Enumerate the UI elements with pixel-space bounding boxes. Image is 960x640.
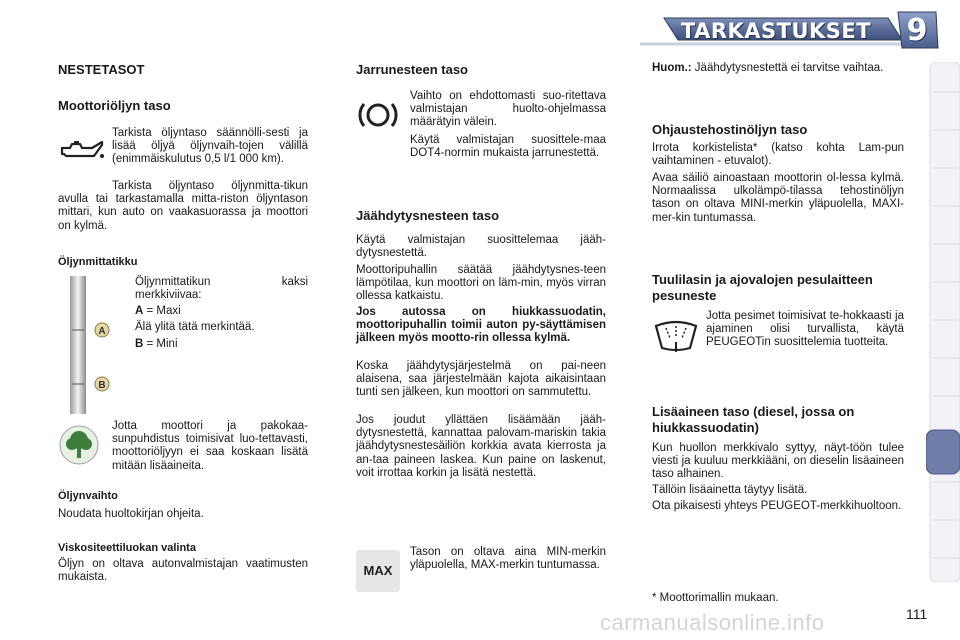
power-steering-heading: Ohjaustehostinöljyn taso [652,122,808,137]
washer-heading: Tuulilasin ja ajovalojen pesulaitteen pesuneste [652,272,873,303]
note-text: Jäähdytysnestettä ei tarvitse vaihtaa. [691,62,884,74]
coolant-heading: Jäähdytysnesteen taso [356,208,500,223]
mark-a-text: = Maxi [143,305,181,317]
mark-b-text: = Mini [143,338,178,350]
washer-fluid-icon [652,316,700,356]
svg-text:B: B [98,380,106,391]
chapter-title: TARKASTUKSET [680,19,872,43]
oil-paragraph-2: Tarkista öljyntaso öljynmitta-tikun avulla tai tarkastamalla mitta-riston öljyntason mittari, kun auto on vaakasuorassa ja moottori on kylmä. [58,180,308,232]
footnote: * Moottorimallin mukaan. [652,592,779,604]
coolant-paragraph-2: Moottoripuhallin säätää jäähdytysnes-teen lämpötilaa, kun moottori on läm-min, myös virran ollessa katkaistu. [356,264,606,303]
oil-level-heading: Moottoriöljyn taso [58,98,171,113]
additive-paragraph-3: Ota pikaisesti yhteys PEUGEOT-merkkihuoltoon. [652,500,902,512]
max-level-icon: MAX [356,550,400,592]
oil-paragraph-1: Tarkista öljyntaso säännölli-sesti ja lisää öljyä öljynvaih-tojen välillä (enimmäiskulutus 0,5 l/1 000 km). [112,127,308,166]
coolant-paragraph-3: Jos autossa on hiukkassuodatin, moottoripuhallin toimii auton py-säyttämisen jälkeen myös mootto-rin ollessa kylmä. [356,306,606,345]
viscosity-text: Öljyn on oltava autonvalmistajan vaatimusten mukaista. [58,558,308,584]
watermark: carmanualsonline.info [600,610,825,635]
svg-text:A: A [98,326,106,337]
mark-a-note: Älä ylitä tätä merkintää. [135,321,255,333]
environment-tree-icon [58,424,100,466]
chapter-number: 9 [906,13,928,48]
coolant-paragraph-1: Käytä valmistajan suosittelemaa jääh-dytysnestettä. [356,234,606,260]
additive-paragraph-1: Kun huollon merkkivalo syttyy, näyt-töön tulee viesti ja kuuluu merkkiääni, on dieselin lisäaineen taso alhainen. [652,442,904,481]
viscosity-heading: Viskositeettiluokan valinta [58,542,196,554]
coolant-note [652,62,904,75]
mark-a-line [135,305,308,318]
mark-b-letter: B [135,338,144,350]
additive-paragraph-2: Tällöin lisäainetta täytyy lisätä. [652,484,808,496]
section-title: NESTETASOT [58,62,145,77]
mark-b-line [135,338,308,351]
note-label: Huom.: [652,62,692,74]
eco-warning-text: Jotta moottori ja pakokaa-sunpuhdistus toimisivat luo-tettavasti, moottoriöljyyn ei saa koskaan lisätä mitään lisäaineita. [112,420,308,472]
washer-text: Jotta pesimet toimisivat te-hokkaasti ja ajaminen olisi turvallista, käytä PEUGEOTin suosittelemia tuotteita. [706,310,904,349]
dipstick-intro: Öljynmittatikun kaksi merkkiviivaa: [135,276,308,302]
brake-paragraph-2: Käytä valmistajan suosittele-maa DOT4-normin mukaista jarrunestettä. [410,134,606,160]
chapter-tabs [926,62,960,582]
additive-heading: Lisäaineen taso (diesel, jossa on hiukkassuodatin) [652,404,855,435]
oil-change-text: Noudata huoltokirjan ohjeita. [58,508,204,520]
coolant-paragraph-5: Jos joudut yllättäen lisäämään jääh-dytysnestettä, kannattaa palovam-mariskin takia jäähdytysnestesäiliön korkkia avata kierrosta ja an-taa paineen laskea. Kun paine on laskenut, voit irrottaa korkin ja lisätä nestettä. [356,414,606,479]
power-steering-paragraph-2: Avaa säiliö ainoastaan moottorin ol-lessa kylmä. Normaalissa ulkolämpö-tilassa tehostinöljyn tason on oltava MINI-merkin yläpuolella, MAXI-mer-kin tuntumassa. [652,172,904,224]
max-level-text: Tason on oltava aina MIN-merkin yläpuolella, MAX-merkin tuntumassa. [410,546,606,572]
dipstick-icon [60,276,120,416]
oil-change-heading: Öljynvaihto [58,490,118,502]
oil-can-icon [58,134,106,170]
dipstick-heading: Öljynmittatikku [58,256,138,268]
brake-paragraph-1: Vaihto on ehdottomasti suo-ritettava valmistajan huolto-ohjelmassa määrätyin välein. [410,90,606,129]
brake-fluid-heading: Jarrunesteen taso [356,62,468,77]
brake-warning-icon [356,94,400,136]
coolant-paragraph-4: Koska jäähdytysjärjestelmä on pai-neen alaisena, saa järjestelmään kajota aikaisintaan tunti sen jälkeen, kun moottori on sammutettu. [356,360,606,399]
page-number: 111 [906,606,928,622]
power-steering-paragraph-1: Irrota korkistelista* (katso kohta Lam-pun vaihtaminen - etuvalot). [652,142,904,168]
mark-a-letter: A [135,305,144,317]
